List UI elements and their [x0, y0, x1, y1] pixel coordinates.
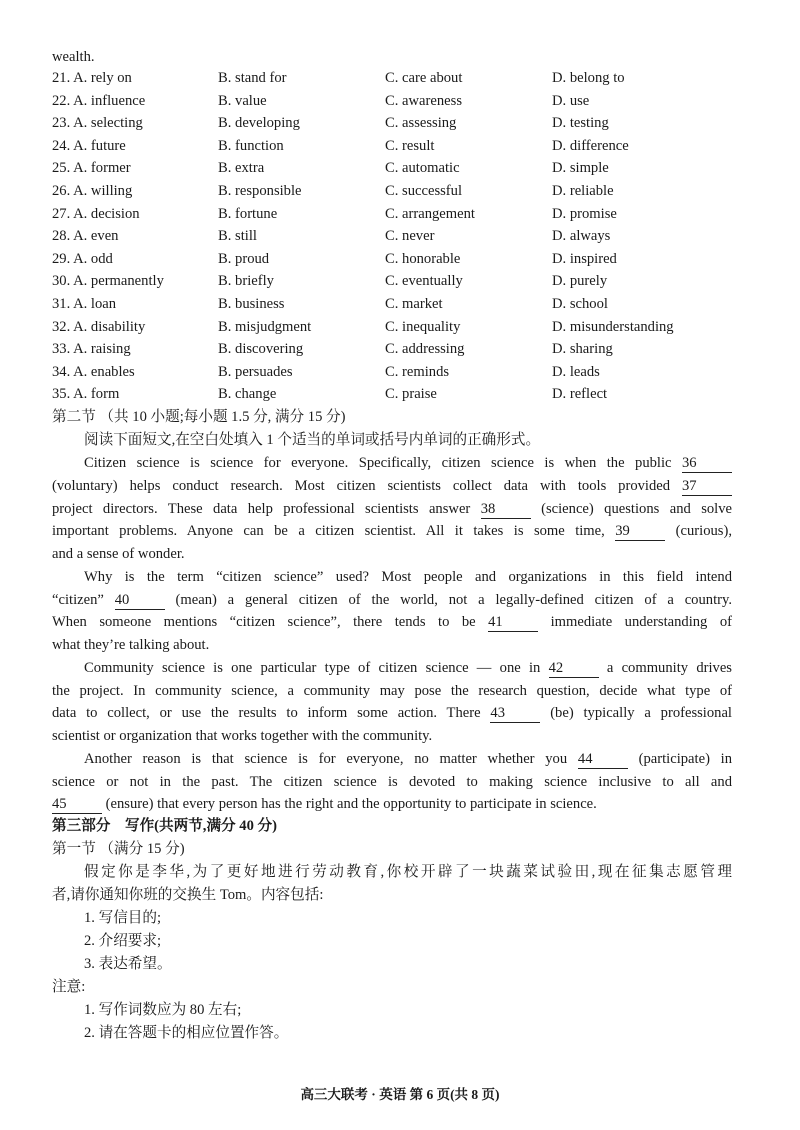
- option-b: B. still: [218, 228, 257, 245]
- option-d: D. belong to: [552, 70, 625, 86]
- passage-text: Another reason is that science is for everyone, no matter whether you: [84, 750, 578, 767]
- option-c: C. never: [385, 228, 435, 245]
- question-row: [52, 180, 752, 202]
- passage-line: [84, 748, 732, 770]
- passage-text: the project. In community science, a community may pose the research question, decide what type of: [52, 682, 732, 699]
- option-d: D. sharing: [552, 341, 613, 358]
- option-b: B. misjudgment: [218, 318, 312, 335]
- option-a: 21. A. rely on: [52, 70, 132, 86]
- option-a: 31. A. loan: [52, 296, 117, 312]
- question-row: [52, 135, 752, 157]
- option-d: D. difference: [552, 137, 629, 154]
- option-b: B. business: [218, 296, 285, 312]
- option-d: D. promise: [552, 205, 617, 222]
- point-2: 2. 介绍要求;: [84, 933, 162, 949]
- option-d: D. purely: [552, 273, 608, 290]
- passage-text: data to collect, or use the results to inform some action. There: [52, 705, 491, 722]
- question-row: [52, 157, 752, 179]
- passage-text: Citizen science is science for everyone. Specifically, citizen science is when the public: [84, 455, 682, 471]
- question-row: [52, 361, 752, 383]
- passage-line: [84, 566, 732, 588]
- answer-blank: 36: [682, 455, 732, 473]
- passage-line: [52, 793, 732, 815]
- question-row: [52, 67, 752, 89]
- passage-text: “citizen”: [52, 591, 115, 608]
- option-d: D. simple: [552, 160, 609, 177]
- option-b: B. function: [218, 137, 284, 154]
- option-a: 27. A. decision: [52, 205, 140, 222]
- answer-blank: 43: [490, 705, 540, 723]
- question-row: [52, 383, 752, 405]
- option-c: C. result: [385, 137, 435, 154]
- question-row: [52, 316, 752, 338]
- note-1: 1. 写作词数应为 80 左右;: [84, 1002, 242, 1018]
- answer-blank: 38: [481, 501, 531, 519]
- passage-text: (be) typically a professional: [540, 705, 732, 722]
- question-row: [52, 203, 752, 225]
- passage-text: When someone mentions “citizen science”, there tends to be: [52, 614, 489, 631]
- option-a: 24. A. future: [52, 137, 126, 154]
- option-c: C. praise: [385, 386, 437, 403]
- answer-blank: 45: [52, 796, 102, 814]
- answer-blank: 39: [615, 523, 665, 541]
- option-d: D. school: [552, 296, 608, 312]
- passage-line: [52, 702, 732, 724]
- passage-text: and a sense of wonder.: [52, 546, 185, 562]
- option-a: 22. A. influence: [52, 92, 146, 109]
- point-1: 1. 写信目的;: [84, 910, 162, 926]
- prompt-line-2: 者,请你通知你班的交换生 Tom。内容包括:: [52, 887, 324, 903]
- option-d: D. always: [552, 228, 611, 245]
- option-c: C. successful: [385, 183, 463, 199]
- passage-line: [52, 634, 732, 656]
- prompt-line-1: 假定你是李华,为了更好地进行劳动教育,你校开辟了一块蔬菜试验田,现在征集志愿管理: [84, 864, 732, 880]
- passage-text: what they’re talking about.: [52, 637, 210, 653]
- passage-line: [52, 520, 732, 542]
- note-2: 2. 请在答题卡的相应位置作答。: [84, 1025, 289, 1041]
- option-b: B. developing: [218, 115, 300, 132]
- passage-text: Why is the term “citizen science” used? Most people and organizations in this field intend: [84, 568, 732, 585]
- passage-line: [52, 498, 732, 520]
- option-a: 25. A. former: [52, 160, 131, 177]
- option-d: D. use: [552, 92, 590, 109]
- option-d: D. leads: [552, 363, 600, 380]
- option-d: D. inspired: [552, 250, 617, 267]
- passage-text: (science) questions and solve: [530, 500, 732, 517]
- passage-text: (mean) a general citizen of the world, not a legally-defined citizen of a country.: [164, 591, 732, 608]
- option-a: 23. A. selecting: [52, 115, 143, 132]
- option-c: C. assessing: [385, 115, 457, 132]
- option-d: D. reflect: [552, 386, 608, 403]
- answer-blank: 40: [115, 592, 165, 610]
- option-b: B. briefly: [218, 273, 274, 290]
- question-row: [52, 293, 752, 315]
- section2-instruction: 阅读下面短文,在空白处填入 1 个适当的单词或括号内单词的正确形式。: [84, 432, 541, 448]
- option-c: C. eventually: [385, 273, 463, 290]
- option-a: 35. A. form: [52, 386, 120, 403]
- option-c: C. market: [385, 296, 443, 312]
- passage-line: [52, 543, 732, 565]
- answer-blank: 44: [578, 751, 628, 769]
- passage-line: [84, 452, 732, 474]
- option-a: 33. A. raising: [52, 341, 131, 358]
- passage-text: science or not in the past. The citizen science is devoted to making science inclusive to all and: [52, 773, 732, 790]
- point-3: 3. 表达希望。: [84, 956, 172, 972]
- passage-line: [84, 657, 732, 679]
- passage-text: (participate) in: [627, 750, 733, 767]
- passage-text: (curious),: [665, 523, 732, 540]
- question-row: [52, 248, 752, 270]
- option-b: B. discovering: [218, 341, 304, 358]
- passage-line: [52, 725, 732, 747]
- option-c: C. awareness: [385, 92, 462, 109]
- question-row: [52, 225, 752, 247]
- passage-text: a community drives: [598, 659, 732, 676]
- page-footer: 高三大联考 · 英语 第 6 页(共 8 页): [300, 1087, 500, 1102]
- option-b: B. proud: [218, 250, 270, 267]
- option-b: B. change: [218, 386, 277, 403]
- question-row: [52, 338, 752, 360]
- option-c: C. honorable: [385, 250, 461, 267]
- option-b: B. value: [218, 92, 267, 109]
- question-row: [52, 270, 752, 292]
- passage-line: [52, 589, 732, 611]
- option-c: C. reminds: [385, 363, 450, 380]
- part3-heading: 第三部分 写作(共两节,满分 40 分): [52, 818, 277, 834]
- passage-text: (voluntary) helps conduct research. Most citizen scientists collect data with tools provided: [52, 477, 682, 494]
- option-c: C. care about: [385, 70, 463, 86]
- option-d: D. misunderstanding: [552, 318, 674, 335]
- section2-heading: 第二节 （共 10 小题;每小题 1.5 分, 满分 15 分): [52, 409, 346, 425]
- option-b: B. stand for: [218, 70, 287, 86]
- passage-text: (ensure) that every person has the right and the opportunity to participate in science.: [102, 796, 597, 813]
- lead-line: wealth.: [52, 49, 95, 65]
- passage-line: [52, 680, 732, 702]
- option-d: D. testing: [552, 115, 609, 132]
- option-d: D. reliable: [552, 183, 614, 199]
- answer-blank: 42: [549, 660, 599, 678]
- question-row: [52, 112, 752, 134]
- passage-text: Community science is one particular type of citizen science — one in: [84, 659, 549, 676]
- option-c: C. inequality: [385, 318, 461, 335]
- passage-line: [52, 771, 732, 793]
- option-a: 26. A. willing: [52, 183, 133, 199]
- option-c: C. arrangement: [385, 205, 475, 222]
- option-b: B. extra: [218, 160, 265, 177]
- option-b: B. fortune: [218, 205, 278, 222]
- option-a: 28. A. even: [52, 228, 119, 245]
- question-row: [52, 90, 752, 112]
- passage-text: project directors. These data help professional scientists answer: [52, 500, 481, 517]
- section1-heading: 第一节 （满分 15 分): [52, 841, 185, 857]
- option-c: C. addressing: [385, 341, 465, 358]
- passage-text: immediate understanding of: [538, 614, 732, 631]
- option-a: 30. A. permanently: [52, 273, 164, 290]
- answer-blank: 41: [488, 614, 538, 632]
- passage-line: [52, 611, 732, 633]
- option-c: C. automatic: [385, 160, 460, 177]
- option-b: B. persuades: [218, 363, 293, 380]
- answer-blank: 37: [682, 478, 732, 496]
- option-a: 32. A. disability: [52, 318, 146, 335]
- option-b: B. responsible: [218, 183, 302, 199]
- passage-text: important problems. Anyone can be a citizen scientist. All it takes is some time,: [52, 523, 616, 540]
- option-a: 29. A. odd: [52, 250, 113, 267]
- option-a: 34. A. enables: [52, 363, 135, 380]
- passage-text: scientist or organization that works together with the community.: [52, 728, 433, 744]
- note-label: 注意:: [52, 979, 86, 995]
- passage-line: [52, 475, 732, 497]
